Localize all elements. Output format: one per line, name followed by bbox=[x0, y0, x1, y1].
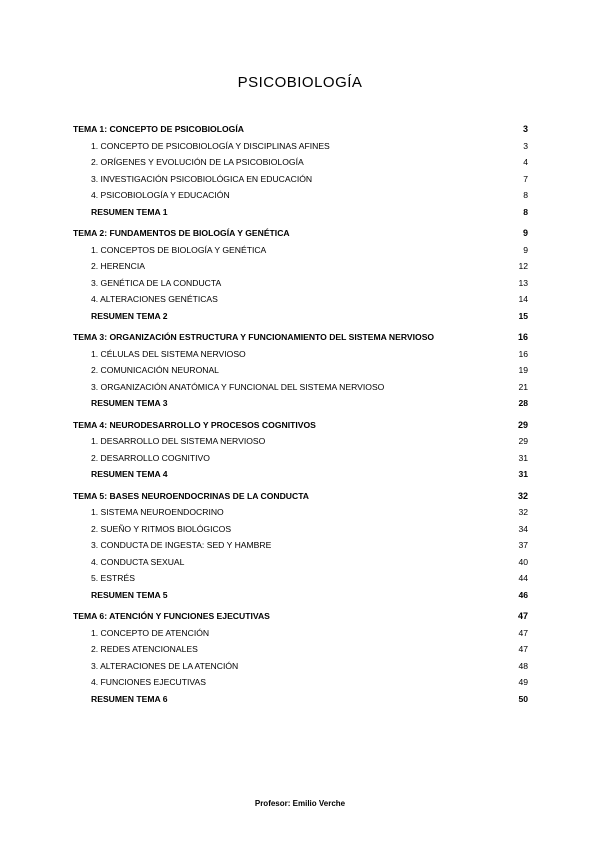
toc-entry[interactable] bbox=[73, 362, 528, 379]
toc-entry-page-number: 8 bbox=[523, 190, 528, 200]
toc-entry[interactable] bbox=[73, 674, 528, 691]
toc-tema-heading[interactable] bbox=[73, 417, 528, 434]
toc-tema-heading-label: TEMA 3: ORGANIZACIÓN ESTRUCTURA Y FUNCIONAMIENTO DEL SISTEMA NERVIOSO bbox=[73, 332, 435, 342]
toc-entry[interactable] bbox=[73, 187, 528, 204]
toc-entry-label: 1. CÉLULAS DEL SISTEMA NERVIOSO bbox=[91, 348, 246, 359]
toc-entry-page-number: 37 bbox=[518, 540, 528, 550]
toc-entry[interactable] bbox=[73, 658, 528, 675]
toc-summary-entry-label: RESUMEN TEMA 6 bbox=[91, 693, 168, 704]
toc-entry-page-number: 40 bbox=[518, 556, 528, 567]
toc-summary-entry-page-number: 31 bbox=[518, 469, 528, 479]
toc-entry-page-number: 31 bbox=[518, 452, 528, 463]
toc-entry-page-number: 7 bbox=[523, 173, 528, 184]
footer-professor: Profesor: Emilio Verche bbox=[254, 799, 346, 808]
toc-entry-page-number: 44 bbox=[518, 573, 528, 583]
toc-summary-entry-label: RESUMEN TEMA 5 bbox=[91, 589, 168, 600]
toc-entry-page-number: 12 bbox=[518, 261, 528, 271]
toc-entry[interactable] bbox=[73, 171, 528, 188]
toc-summary-entry-page-number: 28 bbox=[518, 398, 528, 408]
toc-entry-page-number: 4 bbox=[523, 157, 528, 167]
toc-tema-heading-label: TEMA 1: CONCEPTO DE PSICOBIOLOGÍA bbox=[73, 124, 244, 134]
toc-entry-page-number: 13 bbox=[518, 277, 528, 288]
toc-tema-heading-page-number: 47 bbox=[517, 611, 528, 621]
toc-summary-entry[interactable] bbox=[73, 691, 528, 708]
toc-entry-label: 4. PSICOBIOLOGÍA Y EDUCACIÓN bbox=[91, 190, 230, 200]
toc-entry[interactable] bbox=[73, 346, 528, 363]
toc-entry[interactable] bbox=[73, 504, 528, 521]
toc-summary-entry[interactable] bbox=[73, 204, 528, 221]
toc-summary-entry[interactable] bbox=[73, 308, 528, 325]
toc-entry-page-number: 32 bbox=[518, 507, 528, 517]
toc-entry[interactable] bbox=[73, 258, 528, 275]
toc-entry-page-number: 21 bbox=[518, 381, 528, 392]
toc-tema-heading-label: TEMA 6: ATENCIÓN Y FUNCIONES EJECUTIVAS bbox=[73, 611, 270, 621]
toc-tema-heading-label: TEMA 2: FUNDAMENTOS DE BIOLOGÍA Y GENÉTICA bbox=[73, 228, 290, 238]
toc-entry-label: 1. CONCEPTOS DE BIOLOGÍA Y GENÉTICA bbox=[91, 244, 267, 255]
toc-entry-page-number: 47 bbox=[518, 627, 528, 638]
toc-entry[interactable] bbox=[73, 625, 528, 642]
toc-entry-label: 2. ORÍGENES Y EVOLUCIÓN DE LA PSICOBIOLOGÍA bbox=[91, 157, 304, 167]
toc-section bbox=[73, 225, 528, 324]
toc-tema-heading[interactable] bbox=[73, 488, 528, 505]
toc-entry-page-number: 29 bbox=[518, 436, 528, 446]
toc-section bbox=[73, 488, 528, 604]
toc-section bbox=[73, 329, 528, 412]
toc-section bbox=[73, 608, 528, 707]
toc-entry[interactable] bbox=[73, 450, 528, 467]
toc-entry[interactable] bbox=[73, 275, 528, 292]
toc-tema-heading[interactable] bbox=[73, 608, 528, 625]
toc-entry-page-number: 34 bbox=[518, 523, 528, 534]
toc-summary-entry[interactable] bbox=[73, 587, 528, 604]
toc-entry-page-number: 49 bbox=[518, 677, 528, 687]
toc-entry-label: 4. CONDUCTA SEXUAL bbox=[91, 556, 185, 567]
toc-summary-entry-label: RESUMEN TEMA 3 bbox=[91, 398, 168, 408]
toc-entry-label: 3. CONDUCTA DE INGESTA: SED Y HAMBRE bbox=[91, 540, 272, 550]
toc-summary-entry-page-number: 50 bbox=[518, 693, 528, 704]
toc-entry-label: 3. INVESTIGACIÓN PSICOBIOLÓGICA EN EDUCACIÓN bbox=[91, 173, 313, 184]
toc-entry-label: 2. COMUNICACIÓN NEURONAL bbox=[91, 365, 219, 375]
toc-entry[interactable] bbox=[73, 242, 528, 259]
toc-entry-label: 1. DESARROLLO DEL SISTEMA NERVIOSO bbox=[91, 436, 266, 446]
toc-entry-page-number: 16 bbox=[518, 348, 528, 359]
toc-entry[interactable] bbox=[73, 641, 528, 658]
toc-summary-entry-page-number: 46 bbox=[518, 589, 528, 600]
toc-entry-page-number: 3 bbox=[523, 140, 528, 151]
toc-entry[interactable] bbox=[73, 138, 528, 155]
toc-summary-entry[interactable] bbox=[73, 395, 528, 412]
table-of-contents bbox=[73, 121, 528, 712]
toc-entry[interactable] bbox=[73, 379, 528, 396]
toc-summary-entry-page-number: 8 bbox=[523, 206, 528, 217]
toc-entry-page-number: 48 bbox=[518, 660, 528, 671]
toc-tema-heading-page-number: 32 bbox=[517, 490, 528, 501]
toc-summary-entry-label: RESUMEN TEMA 1 bbox=[91, 206, 168, 217]
toc-entry-label: 4. FUNCIONES EJECUTIVAS bbox=[91, 677, 206, 687]
toc-summary-entry-page-number: 15 bbox=[518, 310, 528, 321]
toc-entry-label: 2. SUEÑO Y RITMOS BIOLÓGICOS bbox=[91, 523, 232, 534]
toc-entry-label: 4. ALTERACIONES GENÉTICAS bbox=[91, 294, 218, 304]
toc-entry-label: 1. SISTEMA NEUROENDOCRINO bbox=[91, 507, 224, 517]
toc-entry-page-number: 9 bbox=[523, 244, 528, 255]
toc-entry-page-number: 14 bbox=[518, 294, 528, 304]
toc-tema-heading[interactable] bbox=[73, 329, 528, 346]
toc-entry-label: 3. ALTERACIONES DE LA ATENCIÓN bbox=[91, 660, 239, 671]
toc-entry-label: 2. DESARROLLO COGNITIVO bbox=[91, 452, 210, 463]
toc-tema-heading[interactable] bbox=[73, 225, 528, 242]
toc-entry[interactable] bbox=[73, 570, 528, 587]
toc-entry[interactable] bbox=[73, 291, 528, 308]
toc-tema-heading-label: TEMA 4: NEURODESARROLLO Y PROCESOS COGNITIVOS bbox=[73, 419, 316, 430]
toc-tema-heading-label: TEMA 5: BASES NEUROENDOCRINAS DE LA CONDUCTA bbox=[73, 490, 310, 501]
toc-entry-label: 3. GENÉTICA DE LA CONDUCTA bbox=[91, 277, 222, 288]
page-title: PSICOBIOLOGÍA bbox=[237, 74, 363, 91]
toc-entry-label: 3. ORGANIZACIÓN ANATÓMICA Y FUNCIONAL DEL SISTEMA NERVIOSO bbox=[91, 381, 385, 392]
toc-entry[interactable] bbox=[73, 521, 528, 538]
toc-section bbox=[73, 121, 528, 220]
toc-entry-page-number: 19 bbox=[518, 365, 528, 375]
toc-tema-heading-page-number: 3 bbox=[522, 124, 528, 134]
toc-section bbox=[73, 417, 528, 483]
toc-entry-label: 1. CONCEPTO DE ATENCIÓN bbox=[91, 627, 210, 638]
toc-entry-page-number: 47 bbox=[518, 644, 528, 654]
toc-tema-heading-page-number: 9 bbox=[522, 228, 528, 238]
toc-summary-entry-label: RESUMEN TEMA 4 bbox=[91, 469, 168, 479]
toc-entry[interactable] bbox=[73, 537, 528, 554]
toc-entry-label: 1. CONCEPTO DE PSICOBIOLOGÍA Y DISCIPLINAS AFINES bbox=[91, 140, 330, 151]
toc-entry[interactable] bbox=[73, 433, 528, 450]
toc-tema-heading-page-number: 29 bbox=[517, 419, 528, 430]
toc-entry-label: 2. REDES ATENCIONALES bbox=[91, 644, 198, 654]
toc-entry-label: 5. ESTRÉS bbox=[91, 573, 135, 583]
toc-entry-label: 2. HERENCIA bbox=[91, 261, 145, 271]
toc-tema-heading-page-number: 16 bbox=[517, 332, 528, 342]
toc-entry[interactable] bbox=[73, 554, 528, 571]
toc-entry[interactable] bbox=[73, 154, 528, 171]
toc-summary-entry-label: RESUMEN TEMA 2 bbox=[91, 310, 168, 321]
toc-summary-entry[interactable] bbox=[73, 466, 528, 483]
toc-tema-heading[interactable] bbox=[73, 121, 528, 138]
